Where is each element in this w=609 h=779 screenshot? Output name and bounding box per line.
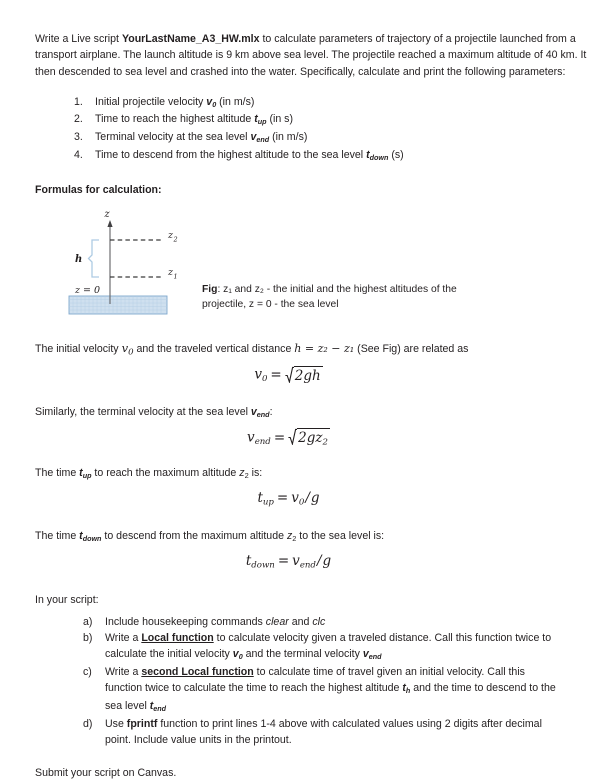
script-instructions-list <box>35 615 587 749</box>
equation-tdown-body <box>246 553 331 571</box>
tdown-text3: to the sea level is: <box>296 530 385 543</box>
tup-altitude-sub: 2 <box>244 470 249 480</box>
eq-tdown-lhs: t <box>245 553 252 570</box>
eq-tup-lhs-sub: up <box>262 497 274 508</box>
eq-tdown-denominator: g <box>322 553 332 570</box>
h-expression: h = z₂ − z₁ <box>294 342 355 356</box>
figure-caption <box>202 282 502 312</box>
z1-label: z <box>168 267 174 279</box>
z1-label-sub: 1 <box>173 272 178 281</box>
equation-tup <box>35 489 587 508</box>
param-text-before: Initial projectile velocity <box>95 95 207 108</box>
z2-label-sub: 2 <box>173 235 178 244</box>
eq-tup-slash: / <box>305 489 310 506</box>
param-subscript: 0 <box>212 99 217 109</box>
eq-vend-radicand-sub: 2 <box>322 437 328 448</box>
param-symbol: t <box>254 113 258 126</box>
tv-symbol: v <box>250 406 257 419</box>
iv-v0-symbol <box>122 340 134 361</box>
initial-velocity-paragraph <box>35 340 587 361</box>
h-label: h <box>75 254 83 266</box>
item-b-symbol-v0-sub: 0 <box>238 651 243 661</box>
intro-paragraph <box>35 31 587 80</box>
tdown-paragraph <box>35 528 587 547</box>
eq-vend-lhs-sub: end <box>254 437 271 448</box>
formulas-heading: Formulas for calculation: <box>35 184 162 197</box>
tup-symbol: t <box>79 466 83 479</box>
sqrt-symbol-icon <box>288 428 330 448</box>
item-c-emphasis: second Local function <box>141 666 254 679</box>
list-item <box>105 631 565 665</box>
equation-vend-body <box>247 428 330 448</box>
param-symbol: v <box>250 131 257 144</box>
eq-v0-lhs-sub: 0 <box>261 374 268 385</box>
iv-v0-letter: v <box>121 341 129 356</box>
list-item <box>95 112 587 130</box>
list-item <box>95 95 587 113</box>
eq-tdown-operator: = <box>277 553 290 570</box>
iv-v0-sub: 0 <box>128 347 134 358</box>
item-b-symbol-vend-sub: end <box>368 651 382 661</box>
eq-tdown-slash: / <box>316 553 322 570</box>
iv-text3: (See Fig) are related as <box>354 343 469 356</box>
z-zero-label: z = 0 <box>75 285 101 297</box>
tdown-text1: The time <box>35 530 80 543</box>
tup-text1: The time <box>35 466 80 479</box>
submit-line: Submit your script on Canvas. <box>35 766 177 779</box>
eq-vend-radicand-main: 2gz <box>298 430 323 447</box>
item-c-symbol-tend: t <box>149 699 154 712</box>
equation-vend <box>35 428 587 448</box>
eq-vend-radicand <box>297 428 330 448</box>
tdown-subscript: down <box>82 534 102 544</box>
parameters-list <box>35 95 587 165</box>
item-b-emphasis: Local function <box>141 632 214 645</box>
tup-paragraph <box>35 465 587 484</box>
tdown-altitude-sub: 2 <box>292 534 297 544</box>
tup-altitude-symbol: z <box>239 466 245 479</box>
item-d-text2: function to print lines 1-4 above with calculated values using 2 digits after decimal point. Include value units in the printout. <box>105 718 542 746</box>
z2-label: z <box>168 230 174 242</box>
tv-text1: Similarly, the terminal velocity at the sea level <box>35 406 251 419</box>
param-text-before: Time to descend from the highest altitude to the sea level <box>95 148 367 161</box>
item-b-text1: Write a <box>105 632 142 645</box>
param-subscript: down <box>369 152 389 162</box>
item-b-text2: to calculate velocity given a traveled distance. Call this function twice to calculate the initial velocity <box>105 632 552 660</box>
equation-tdown <box>35 552 587 571</box>
item-b-symbol-vend: v <box>362 647 369 660</box>
eq-v0-radicand: 2gh <box>294 368 321 385</box>
equation-v0-body <box>254 366 322 384</box>
tup-text3: is: <box>248 466 263 479</box>
altitude-diagram <box>51 207 211 322</box>
height-brace <box>89 240 100 277</box>
list-item <box>105 665 565 716</box>
list-item <box>95 130 587 148</box>
item-a-text1: Include housekeeping commands <box>105 615 266 628</box>
equation-v0 <box>35 366 587 385</box>
list-item <box>105 615 565 631</box>
eq-tup-numerator-sub: 0 <box>298 497 305 508</box>
eq-tup-numerator: v <box>291 489 299 506</box>
tv-subscript: end <box>256 410 270 420</box>
eq-vend-lhs: v <box>247 429 255 446</box>
tdown-altitude-symbol: z <box>286 530 293 543</box>
figure-caption-text: : z₁ and z₂ - the initial and the highest altitudes of the projectile, z = 0 - the sea level <box>202 283 457 310</box>
param-text-after: (in m/s) <box>216 95 255 108</box>
eq-tup-operator: = <box>276 489 289 506</box>
eq-tdown-numerator-sub: end <box>299 560 316 571</box>
item-b-text3: and the terminal velocity <box>242 647 363 660</box>
item-c-symbol-th: t <box>402 681 406 694</box>
item-c-symbol-th-sub: h <box>405 685 411 695</box>
param-text-before: Time to reach the highest altitude <box>95 113 255 126</box>
script-filename: YourLastName_A3_HW.mlx <box>121 33 260 45</box>
sqrt-symbol-icon <box>285 366 323 384</box>
eq-v0-lhs: v <box>254 366 262 383</box>
eq-tdown-numerator: v <box>292 553 300 570</box>
intro-text-part2: to calculate parameters of trajectory of a projectile launched from a transport airplane. The launch altitude is 9 km above sea level. The projectile reached a maximum altitude of 40 km. It then descended to sea level and crashed into the water. Specifically, calculate and print the following parameters: <box>35 33 587 78</box>
item-c-text3: and the time to descend to the sea level <box>105 681 556 712</box>
item-d-text1: Use <box>105 718 127 731</box>
intro-text-part1: Write a Live script <box>35 33 122 45</box>
tdown-symbol: t <box>79 530 83 543</box>
eq-vend-operator: = <box>273 429 286 446</box>
list-item <box>95 148 587 166</box>
figure-block <box>35 207 587 322</box>
item-d-emphasis-fprintf: fprintf <box>126 718 158 731</box>
z-axis-label: z <box>104 209 110 221</box>
item-a-cmd-clc: clc <box>312 615 326 628</box>
item-c-text2: to calculate time of travel given an initial velocity. Call this function twice to calculate the time to reach the highest altitude <box>105 666 525 694</box>
eq-tdown-lhs-sub: down <box>251 560 275 571</box>
tdown-text2: to descend from the maximum altitude <box>101 530 287 543</box>
param-symbol: v <box>206 95 213 108</box>
sea-level-water-rect <box>69 296 167 314</box>
eq-tup-lhs: t <box>257 489 263 506</box>
list-item <box>105 717 565 749</box>
script-heading: In your script: <box>35 593 99 606</box>
tup-subscript: up <box>82 470 92 480</box>
param-text-after: (s) <box>388 148 404 161</box>
iv-text1: The initial velocity <box>35 343 122 356</box>
param-text-before: Terminal velocity at the sea level <box>95 131 251 144</box>
item-b-symbol-v0: v <box>232 647 239 660</box>
eq-tup-denominator: g <box>310 489 320 506</box>
param-subscript: end <box>256 135 270 145</box>
figure-caption-label: Fig <box>202 283 218 295</box>
param-subscript: up <box>257 117 267 127</box>
param-symbol: t <box>366 148 370 161</box>
param-text-after: (in s) <box>266 113 293 126</box>
eq-v0-operator: = <box>270 366 282 383</box>
item-c-text1: Write a <box>105 666 142 679</box>
tv-text2: : <box>269 406 273 419</box>
item-a-cmd-clear: clear <box>265 615 289 628</box>
tup-text2: to reach the maximum altitude <box>91 466 240 479</box>
equation-tup-body <box>257 490 319 508</box>
z-axis-arrowhead <box>107 220 112 227</box>
param-text-after: (in m/s) <box>269 131 308 144</box>
iv-text2: and the traveled vertical distance <box>133 343 295 356</box>
item-a-text2: and <box>288 615 313 628</box>
item-c-symbol-tend-sub: end <box>153 703 167 713</box>
terminal-velocity-paragraph <box>35 404 587 423</box>
